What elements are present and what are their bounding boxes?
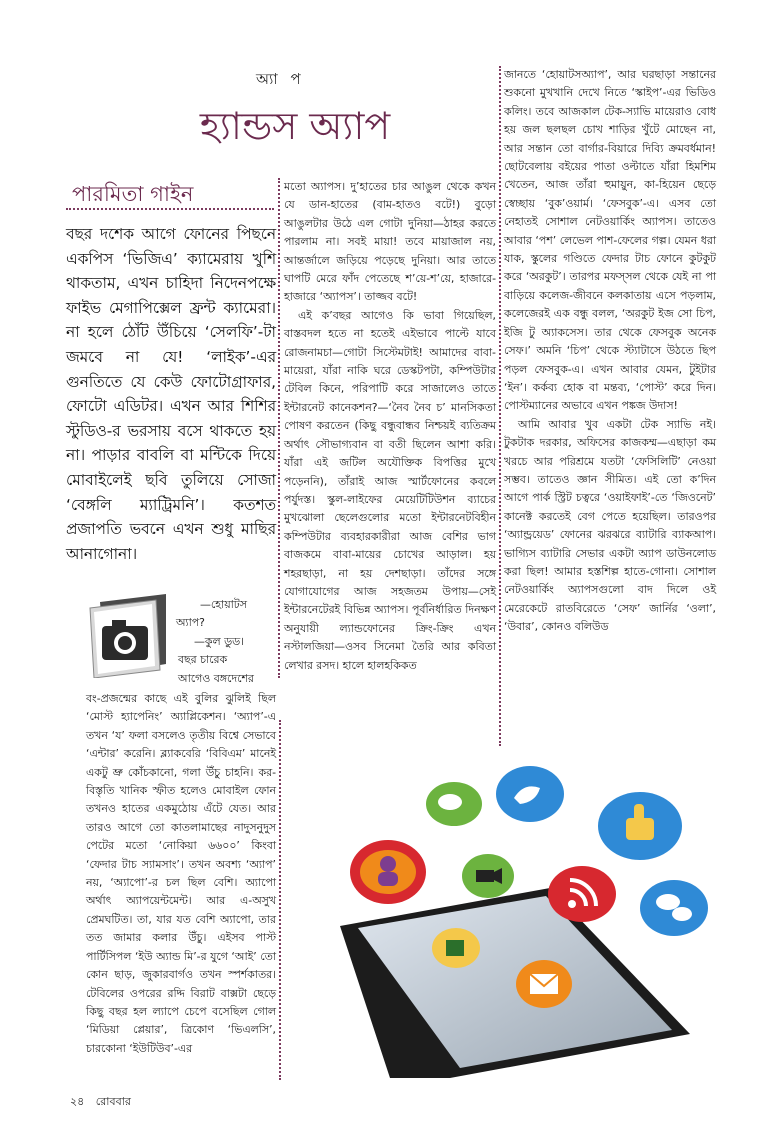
paragraph: এই ক’বছর আগেও কি ভাবা গিয়েছিল, বাস্তবদল হতে না হতেই এইভাবে পাল্টে যাবে রোজনামচা—গোটা সিস্টেমটাই! আমাদের বাবা-মায়েরা, যাঁরা নাকি ঘরে ডেস্কটপটা, কম্পিউটার টেবিল কিনে, পরিপাটি করে সাজালেও তাতে ইন্টারনেট কানেকশন?—‘নৈব নৈব চ’ মানসিকতা পোষণ করতেন (কিছু বন্ধুবান্ধব নিশ্চয়ই ব্যতিক্রম অর্থাৎ সৌভাগ্যবান বা বতী ছিলেন আশা করি। যাঁরা এই জটিল অযৌক্তিক বিপত্তির মুখে পড়েননি), তাঁরাই আজ স্মার্টফোনের কবলে পর্যুদস্ত। স্কুল-লাইফের মেয়েটিটিউশন ব্যাচের মুখঝোলা ছেলেগুলোর মতো ইন্টারনেটবিহীন কম্পিউটার ব্যবহারকারীরা আজ বেশির ভাগ বাজকমে বাবা-মায়ের চোখের আড়াল। হয় শহরছাড়া, না হয় দেশছাড়া। তাঁদের সঙ্গে যোগাযোগের আজ সহজতম উপায়—সেই ইন্টারনেটেরই বিভিন্ন অ্যাপস। পূর্বনির্ধারিত দিনক্ষণ অনুযায়ী ল্যান্ডফোনের ক্রিং-ক্রিং এখন নস্টালজিয়া—ওসব সিনেমা তৈরি আর কবিতা লেখার রসদ। হালে হালহকিকত bbox=[284, 308, 496, 672]
paragraph: জানতে ‘হোয়াটসঅ্যাপ’, আর ঘরছাড়া সন্তানের শুকনো মুখখানি দেখে নিতে ‘স্কাইপ’-এর ভিডিও কলিং। তবে আজকাল টেক-স্যাভি মায়েরাও বোধ হয় জল ছলছল চোখ শাড়ির খুঁটে মোছেন না, আর সন্তান তো বার্গার-বিয়ারে দিব্যি ক্রমবর্ধমান! ছোটবেলায় বইয়ের পাতা ওল্টাতে যাঁরা হিমশিম খেতেন, আজ তাঁরা হুমায়ুন, কা-হিয়েন ছেড়ে স্বেচ্ছায় ‘বুক’ওয়ার্ম। ‘ফেসবুক’-এ। এসব তো নেহাতই সোশাল নেটওয়ার্কিং অ্যাপস। তাতেও আবার ‘পশ’ লেভেল পাশ-ফেলের গল্প। যেমন ধরা যাক, স্কুলের গণ্ডিতে ফেদার টাচ ফোনে কুটকুট করে ‘অরকুট’। তারপর মফস্সল থেকে যেই না পা বাড়িয়ে কলেজ-জীবনে কলকাতায় এসে পড়লাম, কলেজেরই এক বন্ধু বলল, ‘অরকুট ইজ সো চিপ, ইজি টু অ্যাকসেস। তার থেকে ফেসবুক অনেক সেফ।’ অমনি ‘চিপ’ থেকে স্ট্যাটাসে উঠতে ছিপ পড়ল ফেসবুক-এ। এখন আবার যেমন, টুইটার ‘ইন’। কর্কব্য হোক বা মন্তব্য, ‘পোস্ট’ করে দিন। পোস্টম্যানের অভাবে এখন পঙ্কজ উদাস! bbox=[504, 68, 716, 413]
page-number: ২৪ bbox=[70, 1095, 85, 1108]
chat-icon bbox=[640, 880, 708, 936]
byline-divider bbox=[66, 208, 274, 210]
music-icon bbox=[432, 928, 480, 968]
qa-block bbox=[172, 596, 282, 688]
answer-line: বছর চারেক bbox=[178, 653, 228, 667]
section-label: অ্যা প bbox=[256, 70, 305, 88]
column-3 bbox=[504, 66, 716, 637]
thumbs-up-icon bbox=[598, 792, 682, 860]
page-footer bbox=[70, 1093, 131, 1112]
lead-text: বছর দশেক আগে ফোনের পিছনে একপিস ‘ভিজিএ’ ক্যামেরায় খুশি থাকতাম, এখন চাহিদা নিদেনপক্ষে ফাইভ মেগাপিক্সেল ফ্রন্ট ক্যামেরা। না হলে ঠোঁট উঁচিয়ে ‘সেলফি’-টা জমবে না যে! ‘লাইক’-এর গুনতিতে যে কেউ ফোটোগ্রাফার, ফোটো এডিটর। এখন আর শিশির স্টুডিও-র ভরসায় বসে থাকতে হয় না। পাড়ার বাবলি বা মন্টিকে দিয়ে মোবাইলেই ছবি তুলিয়ে সোজা ‘বেঙ্গলি ম্যাট্রিমনি’। কতশত প্রজাপতি ভবনে এখন শুধু মাছির আনাগোনা। bbox=[66, 225, 276, 563]
question-line: —হোয়াটস bbox=[200, 598, 247, 611]
rss-icon bbox=[548, 866, 616, 922]
paragraph: আমি আবার খুব একটা টেক স্যাভি নই। টুকটাক দরকার, অফিসের কাজকম্ম—এছাড়া কম খরচে আর পরিশ্রমে যতটা ‘ফেসিলিটি’ নেওয়া সম্ভব। তাতেও জ্ঞান সীমিত। এই তো ক’দিন আগে পার্ক স্ট্রিট চত্বরে ‘ওয়াইফাই’-তে ‘জিওনেট’ কানেক্ট করতেই বেগ পেতে হয়েছিল। তারওপর ‘অ্যান্ড্রয়েড’ ফোনের ঝরঝরে ব্যাটারি ব্যাকআপ। ভাগ্যিস ব্যাটারি সেভার একটা অ্যাপ ডাউনলোড করা ছিল! আমার হস্তশিল্প হাতে-গোনা। সোশাল নেটওয়ার্কিং অ্যাপসগুলো বাদ দিলে ওই মেরেকেটে রাতবিরেতে ‘সেফ’ জার্নির ‘ওলা’, ‘উবার’, কোনও বলিউড bbox=[504, 417, 716, 634]
author-byline: পারমিতা গাইন bbox=[72, 182, 194, 206]
column-1 bbox=[86, 690, 276, 1058]
column-2 bbox=[284, 178, 496, 675]
column-divider-3 bbox=[279, 720, 281, 1080]
smartphone-illustration bbox=[300, 748, 720, 1078]
answer-line: —কুল ডুড। bbox=[194, 634, 245, 648]
paragraph: মতো অ্যাপস। দু’হাতের চার আঙুল থেকে কখন যে ডান-হাতের (বাম-হাতও বটে!) বুড়ো আঙুলটার উঠে এল গোটা দুনিয়া—ঠাহর করতে পারলাম না। সবই মায়া! তবে মায়াজাল নয়, আন্তর্জালে জড়িয়ে পড়েছে দুনিয়া। আর তাতে ঘাপটি মেরে ফাঁদ পেতেছে শ’য়ে-শ’য়ে, হাজারে-হাজারে ‘অ্যাপস’। তাজ্জব বটে! bbox=[284, 180, 496, 304]
lead-paragraph bbox=[66, 222, 276, 566]
person-icon bbox=[350, 840, 426, 904]
video-camera-icon bbox=[462, 854, 514, 898]
envelope-icon bbox=[516, 960, 572, 1008]
column-divider-2 bbox=[499, 66, 501, 746]
question-line: অ্যাপ? bbox=[176, 616, 205, 630]
paragraph: বং-প্রজন্মের কাছে এই বুলির ঝুলিই ছিল ‘মোস্ট হ্যাপেনিং’ অ্যাপ্লিকেশন। ‘অ্যাপ’-এ তখন ‘য’ ফলা বসলেও তৃতীয় বিশ্বে সেভাবে ‘এন্টার’ করেনি। ব্ল্যাকবেরি ‘বিবিএম’ মানেই একটু ভ্রু কোঁচকানো, গলা উঁচু চাহনি। কর-বিস্তৃতি খানিক স্ফীত হলেও মোবাইল ফোন তখনও হাতের একমুঠোয় এঁটে যেত। আর তারও আগে তো কাতলামাছের নাদুসনুদুস পেটের মতো ‘নোকিয়া ৬৬০০’ কিংবা ‘ফেদার টাচ স্যামসাং’। তখন অবশ্য ‘অ্যাপ’ নয়, ‘অ্যাপো’-র চল ছিল বেশি। অ্যাপো অর্থাৎ অ্যাপয়েন্টমেন্ট। আর এ-অসুখ প্রেমঘটিত। তা, যার যত বেশি অ্যাপো, তার তত জামার কলার উঁচু। এইসব পাস্ট পার্টিসিপল ‘ইউ অ্যান্ড মি’-র যুগে ‘আই’ তো কোন ছাড়, জুকারবার্গও তখন স্পর্শকাতর। টেবিলের ওপরের রদ্দি বিরাট বাক্সটা ছেড়ে কিছু বছর হল ল্যাপে চেপে বসেছিল গোল ‘মিডিয়া প্লেয়ার’, ত্রিকোণ ‘ভিএলসি’, চারকোনা ‘ইউটিউব’-এর bbox=[86, 692, 276, 1055]
magazine-name: রোববার bbox=[95, 1095, 131, 1108]
twitter-bird-icon bbox=[496, 766, 564, 822]
answer-line: আগেও বঙ্গদেশের bbox=[178, 671, 254, 685]
headline: হ্যান্ডস অ্যাপ bbox=[199, 104, 391, 148]
chat-icon bbox=[426, 782, 482, 826]
camera-icon bbox=[86, 594, 170, 678]
